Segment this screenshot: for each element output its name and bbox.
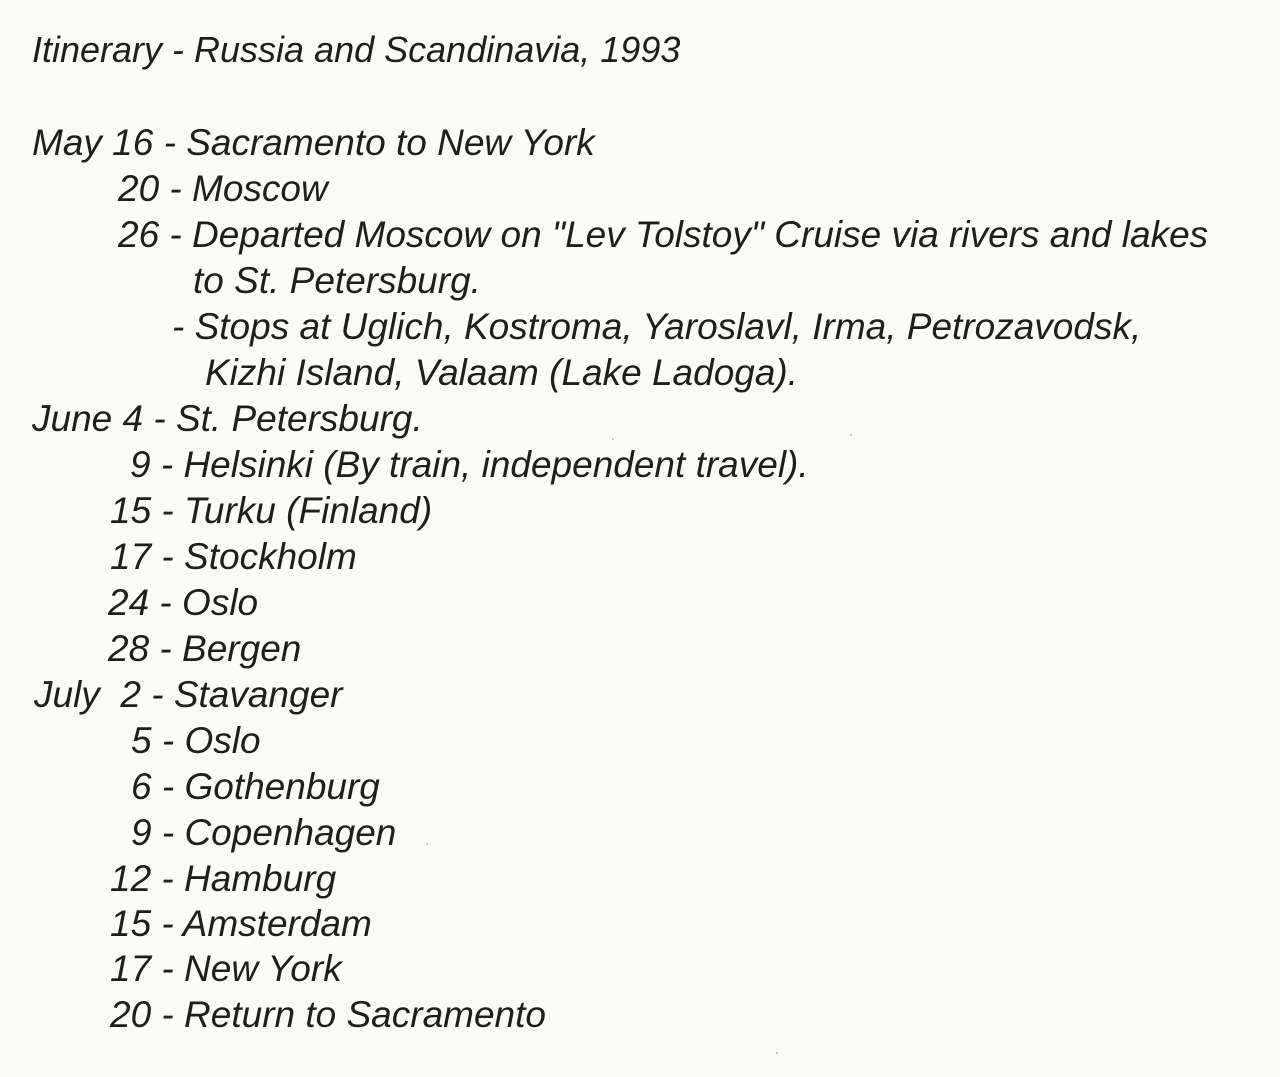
entry-july-15: 15 - Amsterdam	[110, 903, 372, 944]
entry-july-20: 20 - Return to Sacramento	[110, 994, 546, 1035]
entry-cruise-stops-continued: Kizhi Island, Valaam (Lake Ladoga).	[205, 352, 799, 393]
entry-july-12: 12 - Hamburg	[110, 858, 337, 899]
paper-speck	[850, 434, 852, 436]
paper-speck	[776, 1052, 778, 1054]
entry-june-28: 28 - Bergen	[108, 628, 302, 669]
entry-june-24: 24 - Oslo	[108, 582, 259, 623]
page-title: Itinerary - Russia and Scandinavia, 1993	[32, 29, 681, 70]
entry-july-17: 17 - New York	[110, 948, 342, 989]
paper-speck	[426, 843, 428, 845]
entry-july-5: 5 - Oslo	[131, 720, 261, 761]
entry-june-4: June 4 - St. Petersburg.	[32, 398, 423, 439]
entry-cruise-stops: - Stops at Uglich, Kostroma, Yaroslavl, Irma, Petrozavodsk,	[172, 306, 1142, 347]
entry-july-2: July 2 - Stavanger	[34, 674, 343, 715]
entry-july-9: 9 - Copenhagen	[131, 812, 397, 853]
paper-speck	[612, 438, 614, 440]
entry-may-16: May 16 - Sacramento to New York	[32, 122, 595, 163]
entry-june-15: 15 - Turku (Finland)	[110, 490, 433, 531]
entry-may-26-continued: to St. Petersburg.	[193, 260, 481, 301]
entry-june-17: 17 - Stockholm	[110, 536, 357, 577]
entry-july-6: 6 - Gothenburg	[131, 766, 380, 807]
entry-may-20: 20 - Moscow	[118, 168, 328, 209]
entry-june-9: 9 - Helsinki (By train, independent travel).	[130, 444, 809, 485]
entry-may-26: 26 - Departed Moscow on "Lev Tolstoy" Cruise via rivers and lakes	[118, 214, 1209, 255]
